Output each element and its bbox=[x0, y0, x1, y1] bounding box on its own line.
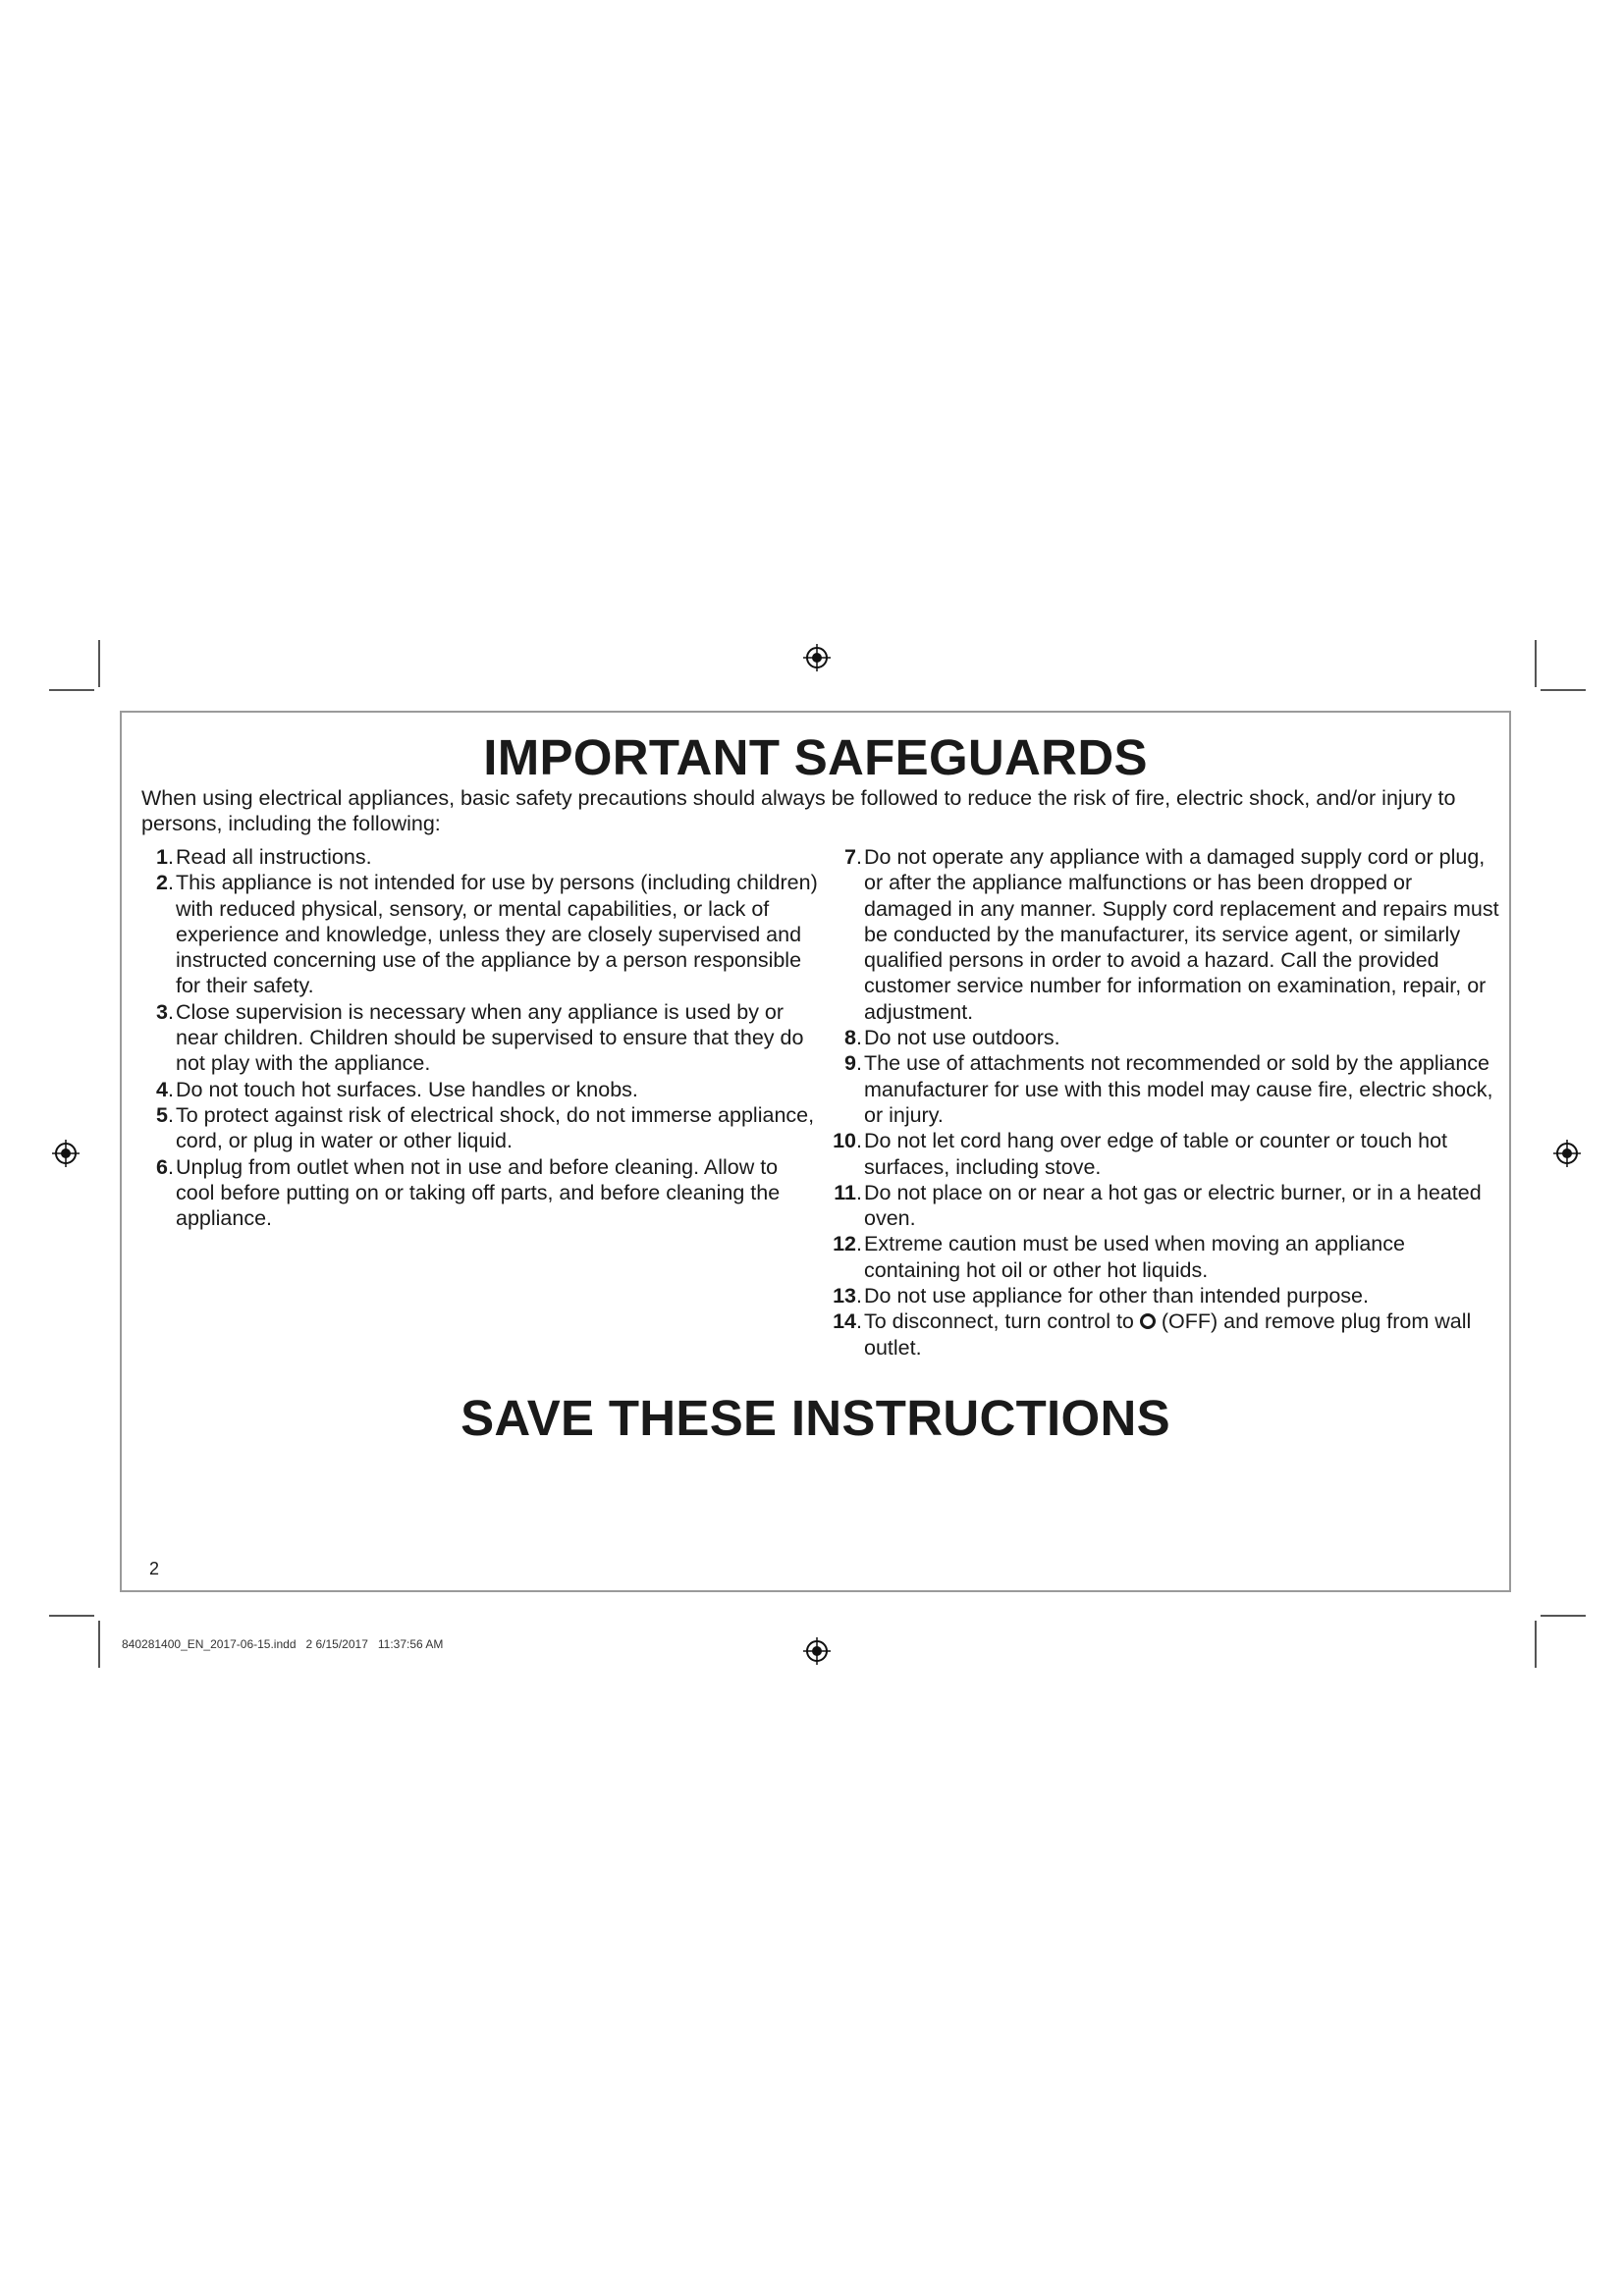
safeguards-list-left bbox=[141, 844, 819, 1231]
crop-mark-top-left-vertical bbox=[98, 640, 100, 687]
item-number: 4 . bbox=[141, 1077, 174, 1102]
item-text-after: and remove plug from wall outlet. bbox=[864, 1309, 1472, 1360]
list-item bbox=[141, 1154, 819, 1232]
item-number: 11 . bbox=[827, 1180, 862, 1205]
list-item bbox=[827, 844, 1504, 1025]
list-item bbox=[141, 999, 819, 1077]
item-text: Do not operate any appliance with a damaged supply cord or plug, or after the appliance malfunctions or has been dropped or damaged in any manner. Supply cord replacement and repairs must be conducted by the manufacturer, its service agent, or similarly qualified persons in order to avoid a hazard. Call the provided customer service number for information on examination, repair, or adjustment. bbox=[864, 845, 1499, 1024]
item-number: 12 . bbox=[827, 1231, 862, 1256]
list-item bbox=[827, 1128, 1504, 1180]
list-item bbox=[141, 1077, 819, 1102]
item-number: 2 . bbox=[141, 870, 174, 895]
registration-mark-icon bbox=[802, 643, 832, 672]
item-text: Close supervision is necessary when any appliance is used by or near children. Children should be supervised to ensure that they do not play with the appliance. bbox=[176, 999, 804, 1076]
closing-heading: SAVE THESE INSTRUCTIONS bbox=[460, 1390, 1170, 1446]
print-slug: 840281400_EN_2017-06-15.indd 2 6/15/2017 11:37:56 AM bbox=[122, 1637, 444, 1651]
page-number: 2 bbox=[149, 1559, 160, 1578]
item-text: Read all instructions. bbox=[176, 845, 372, 869]
item-number: 3 . bbox=[141, 999, 174, 1025]
item-text: Do not use appliance for other than intended purpose. bbox=[864, 1284, 1369, 1308]
item-number: 5 . bbox=[141, 1102, 174, 1128]
item-number: 9 . bbox=[827, 1050, 862, 1076]
list-item bbox=[827, 1308, 1504, 1361]
safeguards-list-right bbox=[827, 844, 1504, 1361]
item-number: 13 . bbox=[827, 1283, 862, 1308]
page-title: IMPORTANT SAFEGUARDS bbox=[483, 729, 1148, 785]
item-text: Do not touch hot surfaces. Use handles or knobs. bbox=[176, 1077, 638, 1101]
registration-mark-icon bbox=[802, 1636, 832, 1666]
list-item bbox=[141, 1102, 819, 1154]
off-circle-icon bbox=[1140, 1313, 1156, 1329]
item-text: This appliance is not intended for use by persons (including children) with reduced physical, sensory, or mental capabilities, or lack of experience and knowledge, unless they are closely supervised and instructed concerning use of the appliance by a person responsible for their safety. bbox=[176, 871, 818, 998]
item-number: 6 . bbox=[141, 1154, 174, 1180]
item-text: Do not let cord hang over edge of table or counter or touch hot surfaces, including stove. bbox=[864, 1129, 1448, 1179]
list-item bbox=[827, 1231, 1504, 1283]
crop-mark-bottom-left-horizontal bbox=[49, 1615, 94, 1617]
item-text: The use of attachments not recommended or sold by the appliance manufacturer for use with this model may cause fire, electric shock, or injury. bbox=[864, 1051, 1493, 1127]
item-text: To protect against risk of electrical shock, do not immerse appliance, cord, or plug in water or other liquid. bbox=[176, 1102, 815, 1153]
crop-mark-bottom-right-vertical bbox=[1535, 1621, 1537, 1668]
item-text: Do not place on or near a hot gas or electric burner, or in a heated oven. bbox=[864, 1180, 1482, 1231]
item-number: 10 . bbox=[827, 1128, 862, 1153]
list-item bbox=[827, 1025, 1504, 1050]
list-item bbox=[827, 1050, 1504, 1128]
crop-mark-bottom-left-vertical bbox=[98, 1621, 100, 1668]
item-number: 14 . bbox=[827, 1308, 862, 1334]
off-label: (OFF) bbox=[1161, 1309, 1218, 1334]
intro-paragraph: When using electrical appliances, basic safety precautions should always be followed to reduce the risk of fire, electric shock, and/or injury to persons, including the following: bbox=[141, 786, 1456, 835]
list-item bbox=[141, 870, 819, 998]
item-number: 8 . bbox=[827, 1025, 862, 1050]
registration-mark-icon bbox=[51, 1139, 81, 1168]
safeguards-panel bbox=[120, 711, 1511, 1592]
item-number: 1 . bbox=[141, 844, 174, 870]
item-text: Do not use outdoors. bbox=[864, 1026, 1060, 1050]
list-item bbox=[141, 844, 819, 870]
item-number: 7 . bbox=[827, 844, 862, 870]
list-item bbox=[827, 1180, 1504, 1232]
crop-mark-top-left-horizontal bbox=[49, 689, 94, 691]
item-text: Unplug from outlet when not in use and before cleaning. Allow to cool before putting on or taking off parts, and before cleaning the appliance. bbox=[176, 1154, 781, 1231]
crop-mark-bottom-right-horizontal bbox=[1541, 1615, 1586, 1617]
crop-mark-top-right-horizontal bbox=[1541, 689, 1586, 691]
crop-mark-top-right-vertical bbox=[1535, 640, 1537, 687]
list-item bbox=[827, 1283, 1504, 1308]
item-text: Extreme caution must be used when moving an appliance containing hot oil or other hot liquids. bbox=[864, 1232, 1405, 1282]
registration-mark-icon bbox=[1552, 1139, 1582, 1168]
item-text-before: To disconnect, turn control to bbox=[864, 1309, 1140, 1334]
